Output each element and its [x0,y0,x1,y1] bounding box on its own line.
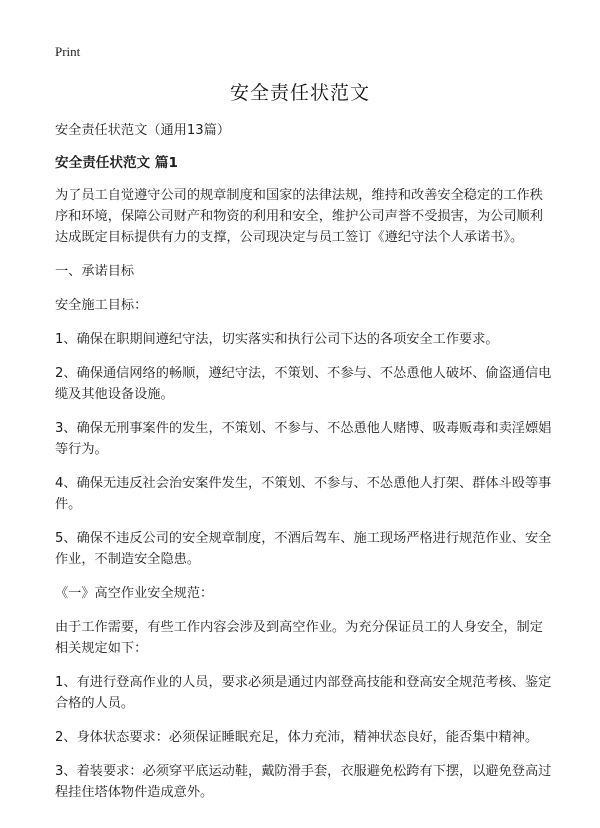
heading-high-altitude-rules: 《一》高空作业安全规范： [55,586,214,601]
rule-item-3: 3、着装要求：必须穿平底运动鞋，戴防滑手套，衣服避免松跨有下摆，以避免登高过程挂住塔体物件造成意外。 [55,764,552,800]
list-item-5: 5、确保不违反公司的安全规章制度，不酒后驾车、施工现场严格进行规范作业、安全作业，不制造安全隐患。 [55,531,552,567]
section-heading: 安全责任状范文 篇1 [55,155,178,171]
heading-commitment-goals: 一、承诺目标 [55,264,135,279]
paragraph-high-altitude-intro: 由于工作需要，有些工作内容会涉及到高空作业。为充分保证员工的人身安全，制定相关规定如下： [55,620,543,656]
heading-safety-goals: 安全施工目标： [55,298,148,313]
paragraph-intro: 为了员工自觉遵守公司的规章制度和国家的法律法规，维持和改善安全稳定的工作秩序和环境，保障公司财产和物资的利用和安全，维护公司声誉不受损害，为公司顺利达成既定目标提供有力的支撑，公司现决定与员工签订《遵纪守法个人承诺书》。 [55,188,543,245]
list-item-3: 3、确保无刑事案件的发生，不策划、不参与、不怂恿他人赌博、吸毒贩毒和卖淫嫖娼等行为。 [55,421,552,457]
document-body [55,120,555,816]
rule-item-2: 2、身体状态要求：必须保证睡眠充足，体力充沛，精神状态良好，能否集中精神。 [55,730,539,745]
rule-item-1: 1、有进行登高作业的人员，要求必须是通过内部登高技能和登高安全规范考核、鉴定合格的人员。 [55,675,552,711]
document-subtitle: 安全责任状范文（通用13篇） [55,123,231,138]
list-item-1: 1、确保在职期间遵纪守法，切实落实和执行公司下达的各项安全工作要求。 [55,332,499,347]
list-item-2: 2、确保通信网络的畅顺，遵纪守法，不策划、不参与、不怂恿他人破坏、偷盗通信电缆及其他设备设施。 [55,366,552,402]
print-label[interactable]: Print [55,44,81,59]
document-title: 安全责任状范文 [229,82,370,104]
list-item-4: 4、确保无违反社会治安案件发生，不策划、不参与、不怂恿他人打架、群体斗殴等事件。 [55,476,552,512]
